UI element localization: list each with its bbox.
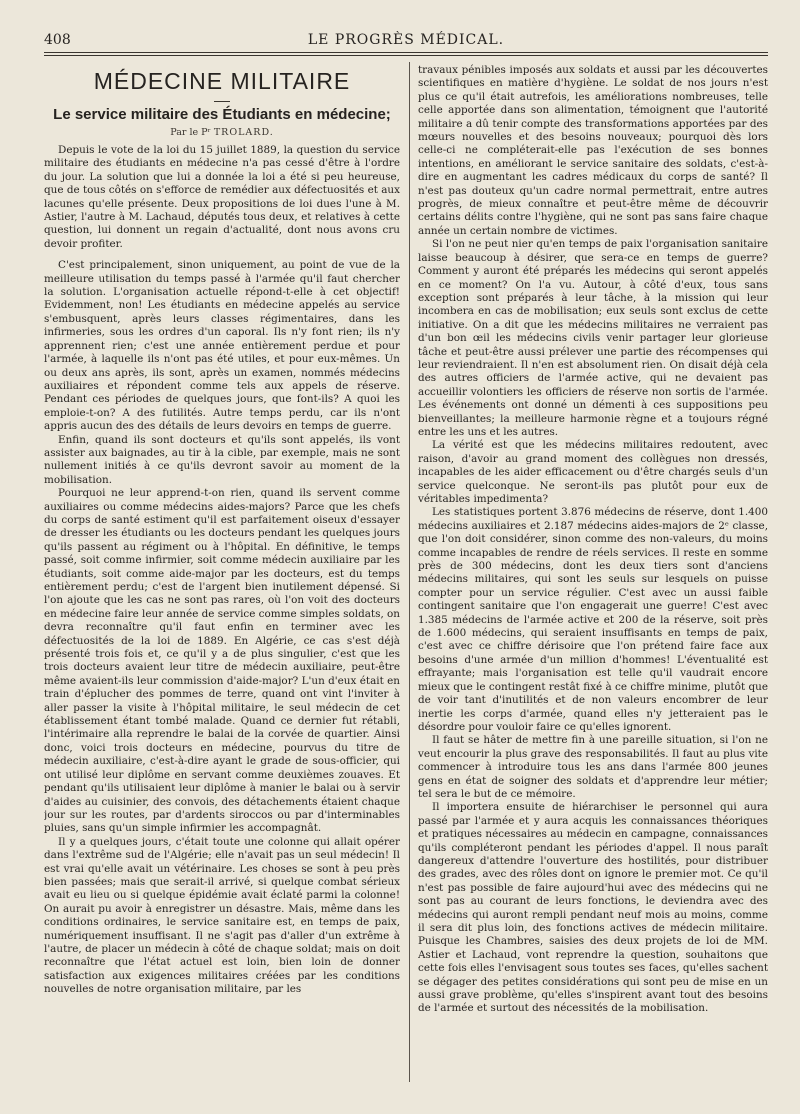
paragraph: C'est principalement, sinon uniquement, au point de vue de la meilleure utilisation du temps passé à l'armée qu'il faut chercher la solution. L'organisation actuelle répond-t-elle à cet objectif! Evidemment, non! Les étudiants en médecine appelés au service s'embusquent, après leurs classes régimentaires, dans les infirmeries, sous les ordres d'un caporal. Ils n'y font rien; ils n'y apprennent rien; c'est une année entièrement perdue et pour l'armée, à laquelle ils n'ont pas été utiles, et pour eux-mêmes. Un ou deux ans après, ils sont, après un examen, nommés médecins auxiliaires et répondent comme tels aux appels de réserve. Pendant ces périodes de quelques jours, que font-ils? A quoi les emploie-t-on? A des futilités. Autre temps perdu, car ils n'ont appris aucun des des détails de leurs devoirs en temps de guerre. — [44, 259, 400, 433]
title-rule — [214, 101, 230, 102]
paragraph: Il faut se hâter de mettre fin à une pareille situation, si l'on ne veut encourir la plus grave des responsabilités. Il faut au plus vite commencer à introduire tous les ans dans l'armée 800 jeunes gens en état de soigner des soldats et d'apprendre leur métier; tel sera le but de ce mémoire. — [418, 734, 768, 800]
page-header — [44, 30, 768, 53]
journal-title: LE PROGRÈS MÉDICAL. — [307, 32, 505, 48]
paragraph: Il importera ensuite de hiérarchiser le personnel qui aura passé par l'armée et y aura acquis les connaissances théoriques et pratiques nécessaires au médecin en campagne, connaissances qu'ils compléteront pendant les périodes d'appel. Il nous paraît dangereux d'attendre l'ouverture des hostilités, pour distribuer des grades, avec des rôles dont on ignore le premier mot. Ce qu'il n'est pas possible de faire aujourd'hui avec des médecins qui ne sont pas au courant de leurs fonctions, le deviendra avec des médecins qui auront rempli pendant neuf mois au moins, comme il sera dit plus loin, des fonctions actives de médecin militaire. Puisque les Chambres, saisies des deux projets de loi de MM. Astier et Lachaud, vont reprendre la question, souhaitons que cette fois elles l'envisagent sous toutes ses faces, qu'elles sachent se dégager des petites considérations qui sont peu de mise en un aussi grave problème, qu'elles s'inspirent avant tout des besoins de l'armée et surtout des nécessités de la mobilisation. — [418, 801, 768, 1015]
paragraph: Pourquoi ne leur apprend-t-on rien, quand ils servent comme auxiliaires ou comme médecins aides-majors? Parce que les chefs du corps de santé estiment qu'il est parfaitement oiseux d'essayer de dresser les étudiants ou les docteurs pendant les quelques jours qu'ils passent au régiment ou à l'hôpital. En définitive, le temps passé, soit comme infirmier, soit comme médecin auxiliaire par les étudiants, soit comme aide-major par les docteurs, est du temps entièrement perdu; c'est de l'argent bien inutilement dépensé. Si l'on ajoute que les cas ne sont pas rares, où l'on voit des docteurs en médecine faire leur année de service comme simples soldats, on devra reconnaître qu'il faut enfin en terminer avec les défectuosités de la loi de 1889. En Algérie, ce cas s'est déjà présenté trois fois et, ce qu'il y a de plus singulier, c'est que les trois docteurs avaient leur titre de médecin auxiliaire, peut-être même avaient-ils leur commission d'aide-major? L'un d'eux était en train d'éplucher des pommes de terre, quand ont vint l'inviter à aller passer la visite à l'hôpital militaire, le seul médecin de cet établissement étant tombé malade. Quand ce dernier fut rétabli, l'intérimaire alla reprendre le balai de la corvée de quartier. Ainsi donc, voici trois docteurs en médecine, pourvus du titre de médecin auxiliaire, c'est-à-dire ayant le grade de sous-officier, qui ont utilisé leur diplôme en servant comme deuxièmes zouaves. Et pendant qu'ils utilisaient leur diplôme à manier le balai ou à servir d'aides au cuisinier, des convois, des détachements étaient chaque jour sur les routes, par d'ardents siroccos ou par d'interminables pluies, sans qu'un simple infirmier les accompagnât. — [44, 487, 400, 835]
paragraph: Si l'on ne peut nier qu'en temps de paix l'organisation sanitaire laisse beaucoup à désirer, que sera-ce en temps de guerre? Comment y auront été préparés les médecins qui seront appelés en ce moment? On l'a vu. Autour, à côté d'eux, tous sans exception sont préparés à leur tâche, à la mission qui leur incombera en cas de mobilisation; eux seuls sont exclus de cette initiative. On a dit que les médecins militaires ne verraient pas d'un bon œil les médecins civils venir partager leur glorieuse tâche et peut-être aussi prélever une partie des récompenses qui leur reviendraient. Il n'en est absolument rien. On disait déjà cela des autres officiers de l'armée active, qui ne devaient pas accueillir volontiers les officiers de réserve non sortis de l'armée. Les événements ont donné un démenti à ces suppositions peu bienveillantes; la meilleure harmonie règne et a toujours régné entre les uns et les autres. — [418, 238, 768, 438]
left-column — [44, 64, 400, 1096]
paragraph: Depuis le vote de la loi du 15 juillet 1889, la question du service militaire des étudiants en médecine n'a pas cessé d'être à l'ordre du jour. La solution que lui a donnée la loi a été si peu heureuse, que de tous côtés on s'efforce de remédier aux défectuosités et aux lacunes qu'elle présente. Deux propositions de loi dues l'une à M. Astier, l'autre à M. Lachaud, députés tous deux, et relatives à cette question, lui donnent un regain d'actualité, dont nous avons cru devoir profiter. — [44, 144, 400, 250]
article-title: Le service militaire des Étudiants en médecine; — [53, 106, 391, 123]
right-column — [418, 64, 768, 1096]
author-name: TROLARD. — [213, 127, 274, 138]
page-number: 408 — [44, 32, 71, 48]
paragraph: travaux pénibles imposés aux soldats et aussi par les découvertes scientifiques en matière d'hygiène. Le soldat de nos jours n'est plus ce qu'il était autrefois, les améliorations nombreuses, telle celle apportée dans son alimentation, témoignent que l'autorité militaire a dû tenir compte des transformations apportées par des mœurs nouvelles et des besoins nouveaux; pourquoi dès lors celle-ci ne compléterait-elle pas l'exécution de ses bonnes intentions, en améliorant le service sanitaire des soldats, c'est-à-dire en augmentant les cadres médicaux du corps de santé? Il n'est pas douteux qu'un cadre normal permettrait, entre autres progrès, de mieux connaître et peut-être même de découvrir certains délits contre l'hygiène, qui ne sont pas sans faire chaque année un certain nombre de victimes. — [418, 64, 768, 237]
header-rule — [44, 55, 768, 56]
byline-prefix: Par le Pʳ — [170, 127, 211, 138]
paragraph: La vérité est que les médecins militaires redoutent, avec raison, d'avoir au grand moment des collègues non dressés, incapables de les aider efficacement ou d'être chargés seuls d'un service quelconque. Ne seront-ils pas plutôt pour eux de véritables impedimenta? — [418, 439, 768, 505]
column-divider — [409, 62, 410, 1082]
paragraph: Les statistiques portent 3.876 médecins de réserve, dont 1.400 médecins auxiliaires et 2.187 médecins aides-majors de 2ᵉ classe, que l'on doit considérer, sinon comme des non-valeurs, du moins comme incapables de rendre de réels services. Il reste en somme près de 300 médecins, dont les deux tiers sont d'anciens médecins militaires, qui sont les seuls sur lesquels on puisse compter pour un service régulier. C'est avec un aussi faible contingent sanitaire que l'on engagerait une guerre! C'est avec 1.385 médecins de l'armée active et 200 de la réserve, soit près de 1.600 médecins, qui seraient insuffisants en temps de paix, c'est avec ce chiffre dérisoire que l'on prétend faire face aux besoins d'une armée d'un million d'hommes! L'éventualité est effrayante; mais l'organisation est telle qu'il vaudrait encore mieux que le contingent restât fixé à ce chiffre minime, plutôt que de voir tant d'inutilités et de non valeurs encombrer de leur inertie les corps d'armée, quand elles n'y jetteraient pas le désordre pour vouloir faire ce qu'elles ignorent. — [418, 506, 768, 733]
section-title: MÉDECINE MILITAIRE — [93, 68, 351, 94]
paragraph: Il y a quelques jours, c'était toute une colonne qui allait opérer dans l'extrême sud de l'Algérie; elle n'avait pas un seul médecin! Il est vrai qu'elle avait un vétérinaire. Les choses se sont à peu près bien passées; mais que serait-il arrivé, si quelque combat sérieux avait eu lieu ou si quelque épidémie avait éclaté parmi la colonne! On aurait pu avoir à enregistrer un désastre. Mais, même dans les conditions ordinaires, le service sanitaire est, en temps de paix, numériquement insuffisant. Il ne s'agit pas d'aller d'un extrême à l'autre, de placer un médecin à côté de chaque soldat; mais on doit reconnaître que l'état actuel est loin, bien loin de donner satisfaction aux exigences militaires créées par les conditions nouvelles de notre organisation militaire, par les — [44, 835, 400, 996]
paragraph: Enfin, quand ils sont docteurs et qu'ils sont appelés, ils vont assister aux baignades, au tir à la cible, par exemple, mais ne sont nullement initiés à ce qu'ils devront savoir au moment de la mobilisation. — [44, 433, 400, 486]
byline — [44, 127, 400, 138]
